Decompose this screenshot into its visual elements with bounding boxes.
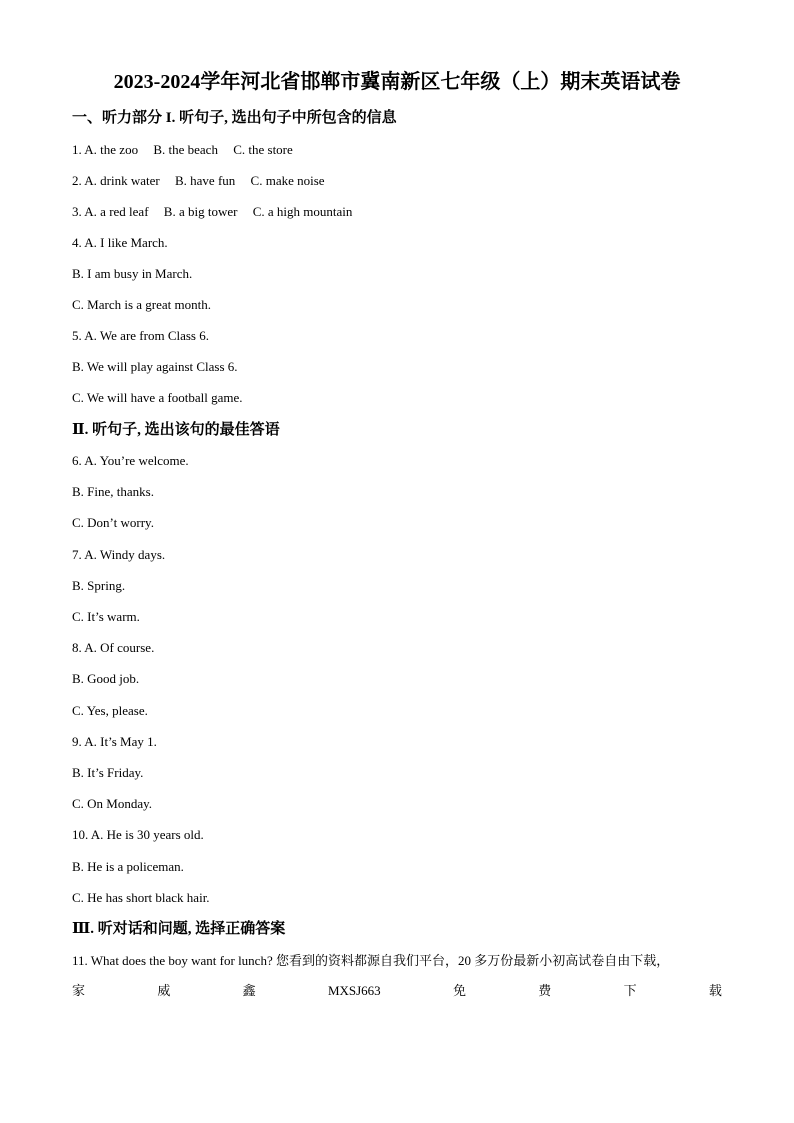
q4-option-a: 4. A. I like March. [72,235,168,250]
question-3 [72,203,352,221]
q7-option-c: C. It’s warm. [72,609,140,624]
q10-option-b: B. He is a policeman. [72,859,184,874]
section-2-heading: Ⅱ. 听句子, 选出该句的最佳答语 [72,422,280,438]
watermark-char: 威 [157,983,171,998]
section-1-heading: 一、听力部分 I. 听句子, 选出句子中所包含的信息 [72,110,397,126]
q3-option-a: a red leaf [100,204,149,219]
watermark-char: 免 [452,983,466,998]
question-1 [72,141,293,159]
q1-option-a: the zoo [100,142,139,157]
q5-option-a: 5. A. We are from Class 6. [72,328,209,343]
q8-option-c: C. Yes, please. [72,703,148,718]
q2-option-a: drink water [100,173,160,188]
q6-option-a: 6. A. You’re welcome. [72,453,189,468]
q7-option-b: B. Spring. [72,578,126,593]
q7-option-a: 7. A. Windy days. [72,547,166,562]
q3-option-b: B. a big tower [163,204,238,219]
exam-title: 2023-2024学年河北省邯郸市冀南新区七年级（上）期末英语试卷 [113,71,681,93]
q3-number: 3. A. [72,204,97,219]
q1-option-c: C. the store [233,142,293,157]
q6-option-b: B. Fine, thanks. [72,484,154,499]
q9-option-a: 9. A. It’s May 1. [72,734,157,749]
q3-option-c: C. a high mountain [252,204,353,219]
watermark-char: 下 [623,983,637,998]
q8-option-b: B. Good job. [72,671,140,686]
q5-option-c: C. We will have a football game. [72,390,243,405]
question-11: 11. What does the boy want for lunch? 您看到的资料都源自我们平台，20 多万份最新小初高试卷自由下载， [72,953,670,968]
q4-option-c: C. March is a great month. [72,297,211,312]
q10-option-c: C. He has short black hair. [72,890,210,905]
watermark-char: 鑫 [242,983,256,998]
q4-option-b: B. I am busy in March. [72,266,193,281]
q9-option-b: B. It’s Friday. [72,765,144,780]
watermark-char: 费 [538,983,552,998]
question-2 [72,172,325,190]
q6-option-c: C. Don’t worry. [72,515,154,530]
q2-number: 2. A. [72,173,97,188]
q8-option-a: 8. A. Of course. [72,640,155,655]
watermark-line [72,982,722,1000]
q2-option-c: C. make noise [250,173,325,188]
watermark-char: 家 [72,983,86,998]
watermark-char: 载 [708,983,722,998]
q2-option-b: B. have fun [174,173,236,188]
watermark-code: MXSJ663 [327,983,381,998]
section-3-heading: Ⅲ. 听对话和问题, 选择正确答案 [72,921,286,937]
q10-option-a: 10. A. He is 30 years old. [72,827,204,842]
q1-number: 1. A. [72,142,97,157]
q9-option-c: C. On Monday. [72,796,153,811]
q1-option-b: B. the beach [153,142,218,157]
q5-option-b: B. We will play against Class 6. [72,359,238,374]
